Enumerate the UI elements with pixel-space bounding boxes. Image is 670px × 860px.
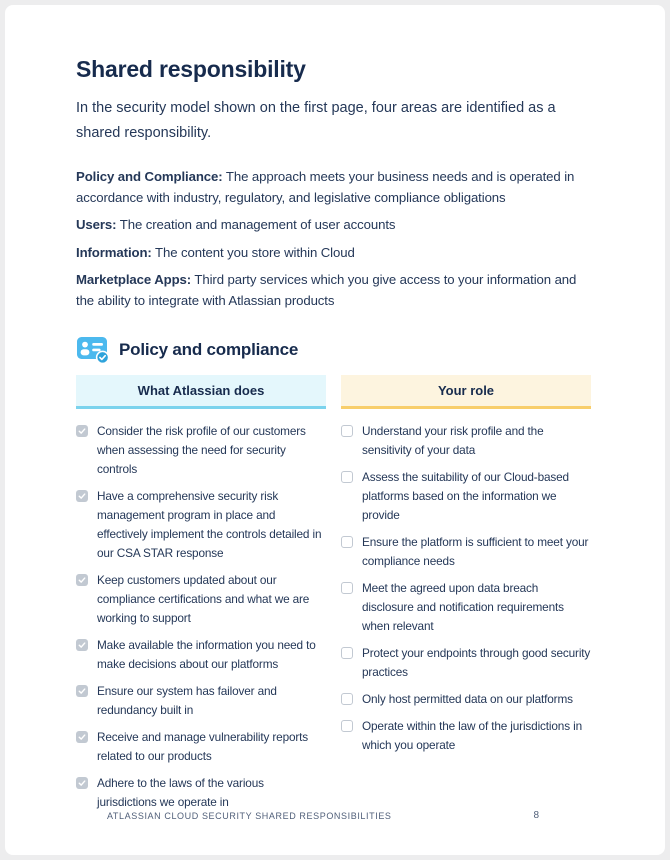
checklist-item-text: Have a comprehensive security risk management program in place and effectively implement the controls detailed in our CSA STAR response xyxy=(97,489,322,560)
definition-marketplace-apps xyxy=(76,270,593,311)
checklist-item xyxy=(76,636,326,674)
checklist-item xyxy=(76,774,326,812)
checklist-item-text: Only host permitted data on our platforms xyxy=(362,692,573,706)
checkbox-unchecked-icon xyxy=(341,647,353,659)
responsibility-table xyxy=(76,375,593,820)
checklist-item xyxy=(341,422,591,460)
checklist-item-text: Ensure the platform is sufficient to meet your compliance needs xyxy=(362,535,589,568)
checkbox-checked-icon xyxy=(76,425,88,437)
checkbox-checked-icon xyxy=(76,574,88,586)
definition-term: Information: xyxy=(76,244,152,260)
checkbox-unchecked-icon xyxy=(341,582,353,594)
intro-paragraph: In the security model shown on the first page, four areas are identified as a shared responsibility. xyxy=(76,100,556,141)
id-card-check-icon xyxy=(76,336,110,364)
definition-text: The creation and management of user accounts xyxy=(116,217,396,232)
checkbox-unchecked-icon xyxy=(341,693,353,705)
footer-document-title: ATLASSIAN CLOUD SECURITY SHARED RESPONSIBILITIES xyxy=(107,810,392,821)
checkbox-unchecked-icon xyxy=(341,536,353,548)
checkbox-checked-icon xyxy=(76,731,88,743)
definition-term: Policy and Compliance: xyxy=(76,169,223,184)
definition-text: Third party services which you give access to your information and the ability to integrate with Atlassian products xyxy=(76,272,577,308)
definition-text: The content you store within Cloud xyxy=(151,244,355,260)
checklist-item xyxy=(341,468,591,525)
checklist-item xyxy=(76,571,326,628)
checkbox-unchecked-icon xyxy=(341,720,353,732)
checkbox-checked-icon xyxy=(76,490,88,502)
checklist-item-text: Make available the information you need to make decisions about our platforms xyxy=(97,638,316,671)
checklist-item-text: Consider the risk profile of our customers when assessing the need for security controls xyxy=(97,424,306,476)
page-content xyxy=(5,5,665,820)
definition-list xyxy=(76,167,593,311)
your-role-checklist xyxy=(341,409,591,820)
checklist-item-text: Receive and manage vulnerability reports related to our products xyxy=(97,730,309,763)
checkbox-unchecked-icon xyxy=(341,471,353,483)
definition-text: The approach meets your business needs and is operated in accordance with industry, regulatory, and legislative compliance obligations xyxy=(76,169,575,205)
page-number: 8 xyxy=(533,810,539,821)
checklist-item xyxy=(341,533,591,571)
definition-term: Marketplace Apps: xyxy=(76,272,192,287)
definition-information xyxy=(76,243,593,264)
checklist-item-text: Assess the suitability of our Cloud-based platforms based on the information we provide xyxy=(362,470,569,522)
checkbox-checked-icon xyxy=(76,777,88,789)
checklist-item-text: Ensure our system has failover and redundancy built in xyxy=(97,684,277,717)
checklist-item-text: Adhere to the laws of the various jurisdictions we operate in xyxy=(97,776,264,809)
definition-users xyxy=(76,215,593,236)
checklist-item xyxy=(341,717,591,755)
checklist-item xyxy=(341,579,591,636)
definition-term: Users: xyxy=(76,217,117,232)
page-footer xyxy=(107,810,539,821)
checkbox-checked-icon xyxy=(76,685,88,697)
checklist-item-text: Operate within the law of the jurisdictions in which you operate xyxy=(362,719,582,752)
section-title: Policy and compliance xyxy=(119,340,299,359)
column-header-what-atlassian-does: What Atlassian does xyxy=(76,375,326,409)
checklist-item xyxy=(76,422,326,479)
column-header-your-role: Your role xyxy=(341,375,591,409)
checklist-item-text: Keep customers updated about our compliance certifications and what we are working to support xyxy=(97,573,310,625)
checklist-item xyxy=(76,728,326,766)
checklist-item-text: Protect your endpoints through good security practices xyxy=(362,646,591,679)
checkbox-checked-icon xyxy=(76,639,88,651)
checklist-item xyxy=(76,682,326,720)
checkbox-unchecked-icon xyxy=(341,425,353,437)
checklist-item-text: Understand your risk profile and the sensitivity of your data xyxy=(362,424,544,457)
page-title: Shared responsibility xyxy=(76,56,306,82)
checklist-item xyxy=(76,487,326,563)
definition-policy-compliance xyxy=(76,167,593,208)
checklist-item xyxy=(341,690,591,709)
checklist-item xyxy=(341,644,591,682)
document-page xyxy=(5,5,665,855)
checklist-item-text: Meet the agreed upon data breach disclosure and notification requirements when relevant xyxy=(362,581,564,633)
atlassian-checklist xyxy=(76,409,326,820)
section-heading-policy-compliance xyxy=(76,336,593,364)
